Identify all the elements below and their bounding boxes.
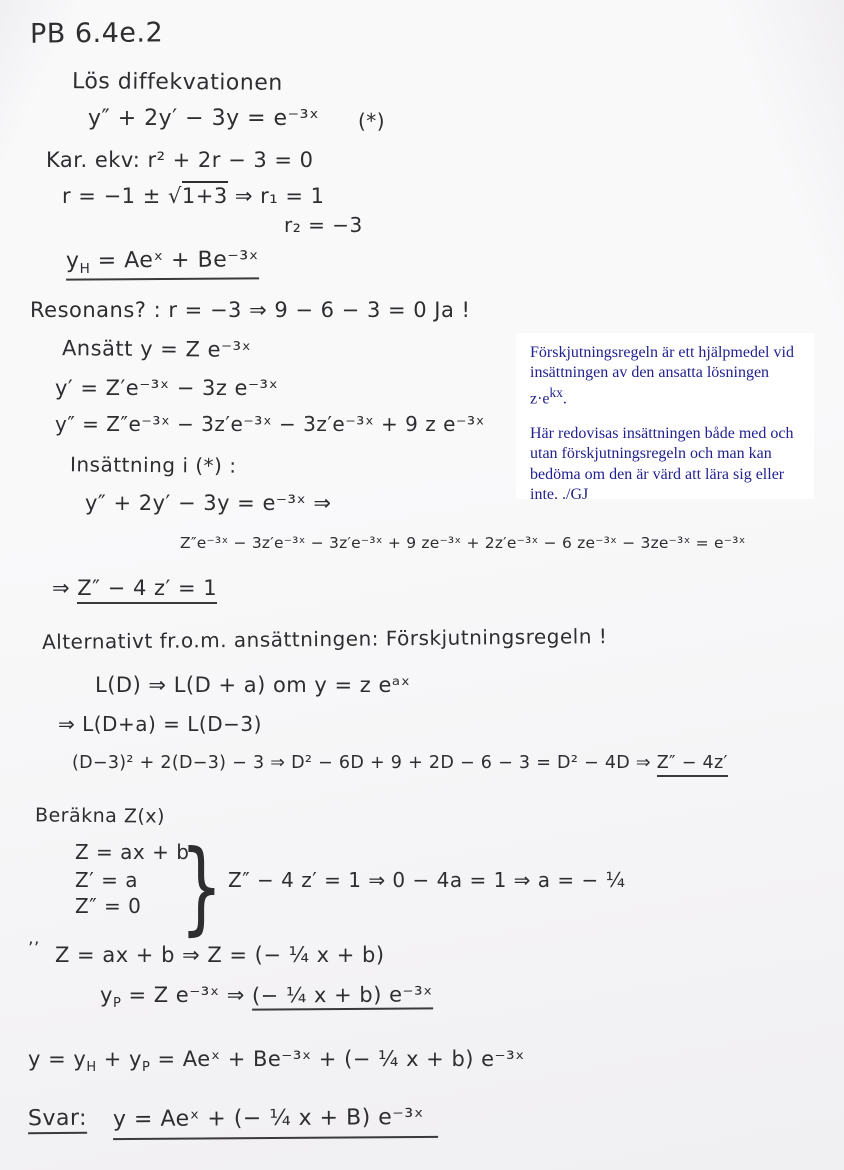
solve-for-a: Z″ − 4 z′ = 1 ⇒ 0 − 4a = 1 ⇒ a = − ¼ [228, 868, 626, 892]
compute-heading: Beräkna Z(x) [34, 804, 166, 828]
yp-expression: = Z e⁻³ˣ ⇒ [121, 983, 252, 1007]
operator-calculation [72, 753, 728, 773]
particular-solution [100, 983, 433, 1012]
task-heading: Lös diffekvationen [71, 69, 283, 96]
note-p1-exponent: kx [549, 384, 563, 400]
note-paragraph-1 [530, 343, 802, 410]
yh-expression: = Aeˣ + Be⁻³ˣ [90, 247, 259, 274]
typed-note-box [516, 333, 814, 504]
first-derivative: y′ = Z′e⁻³ˣ − 3z e⁻³ˣ [55, 376, 279, 400]
note-p1-text: Förskjutningsregeln är ett hjälpmedel vid insättningen av den ansatta lösningen z·e [530, 344, 794, 408]
operator-calc-steps: (D−3)² + 2(D−3) − 3 ⇒ D² − 6D + 9 + 2D − 6 − 3 = D² − 4D ⇒ [72, 753, 657, 773]
sum-y: y = y [28, 1047, 87, 1071]
sum-expression: = Aeˣ + Be⁻³ˣ + (− ¼ x + b) e⁻³ˣ [150, 1047, 525, 1071]
final-answer [28, 1106, 438, 1139]
insertion-heading: Insättning i (*) : [69, 452, 237, 478]
homogeneous-solution [66, 248, 259, 280]
roots-pre: r = −1 ± √ [62, 184, 182, 208]
sum-sub-h: H [86, 1060, 97, 1076]
characteristic-equation: Kar. ekv: r² + 2r − 3 = 0 [46, 148, 314, 172]
operator-calc-result: Z″ − 4z′ [657, 753, 728, 777]
system-brace: } [180, 828, 223, 946]
sqrt-radicand: 1+3 [182, 181, 228, 208]
answer-equation: y = Aeˣ + (− ¼ x + B) e⁻³ˣ [113, 1105, 438, 1141]
yh-symbol: y [65, 248, 80, 274]
answer-label: Svar: [28, 1106, 87, 1135]
shift-rule-statement: L(D) ⇒ L(D + a) om y = z eᵃˣ [95, 673, 411, 697]
yp-subscript: P [112, 996, 122, 1012]
star-label: (*) [358, 109, 386, 133]
z-double-prime: Z″ = 0 [75, 894, 142, 918]
implies-arrow: ⇒ [52, 576, 78, 600]
reduced-equation-underlined: Z″ − 4 z′ = 1 [77, 576, 217, 604]
shift-rule-applied: ⇒ L(D+a) = L(D−3) [58, 712, 262, 736]
ode-equation: y″ + 2y′ − 3y = e⁻³ˣ [88, 106, 320, 131]
yh-subscript: H [79, 260, 91, 277]
reduced-equation [52, 576, 217, 600]
second-derivative: y″ = Z″e⁻³ˣ − 3z′e⁻³ˣ − 3z′e⁻³ˣ + 9 z e⁻³ˣ [55, 412, 485, 436]
expanded-substitution: Z″e⁻³ˣ − 3z′e⁻³ˣ − 3z′e⁻³ˣ + 9 ze⁻³ˣ + 2z′e⁻³ˣ − 6 ze⁻³ˣ − 3ze⁻³ˣ = e⁻³ˣ [180, 534, 746, 552]
root2-line: r₂ = −3 [284, 213, 363, 237]
general-solution [28, 1047, 525, 1076]
roots-post: ⇒ r₁ = 1 [227, 184, 325, 208]
sum-plus-y: + y [96, 1047, 142, 1071]
note-p1-period: . [562, 390, 567, 408]
z-definition: Z = ax + b [75, 840, 190, 864]
therefore-mark: ’’ [28, 939, 40, 959]
z-result: Z = ax + b ⇒ Z = (− ¼ x + b) [55, 943, 385, 967]
roots-line [62, 184, 325, 208]
ansatz-line: Ansätt y = Z e⁻³ˣ [61, 336, 252, 362]
problem-id: PB 6.4e.2 [29, 17, 164, 50]
sum-sub-p: P [141, 1060, 151, 1076]
ode-restated: y″ + 2y′ − 3y = e⁻³ˣ ⇒ [85, 491, 332, 515]
yp-result-underlined: (− ¼ x + b) e⁻³ˣ [252, 982, 433, 1010]
note-paragraph-2: Här redovisas insättningen både med och utan förskjutningsregeln och man kan bedöma om den är värd att lära sig eller inte. ./GJ [530, 424, 794, 504]
yp-symbol: y [100, 983, 113, 1007]
alternative-heading: Alternativt fr.o.m. ansättningen: Förskjutningsregeln ! [41, 624, 608, 654]
resonance-check: Resonans? : r = −3 ⇒ 9 − 6 − 3 = 0 Ja ! [30, 298, 471, 322]
z-prime: Z′ = a [75, 868, 138, 892]
